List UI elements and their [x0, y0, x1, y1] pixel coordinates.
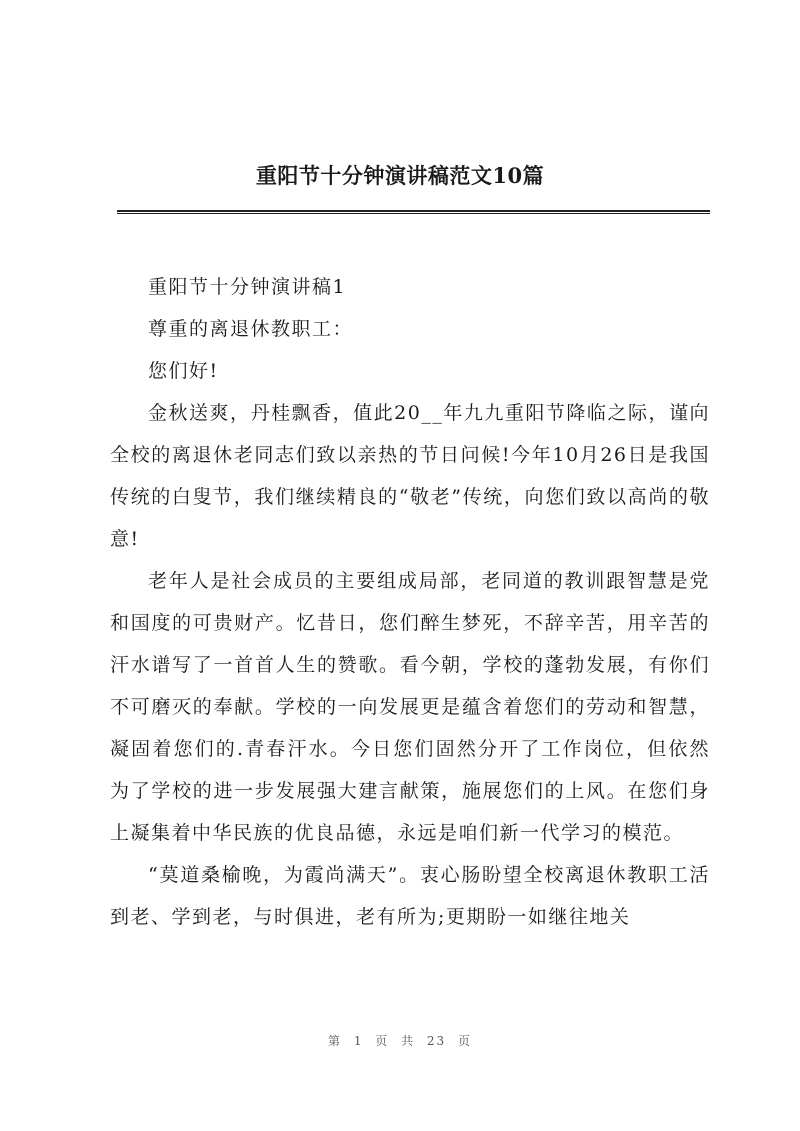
paragraph: 老年人是社会成员的主要组成局部，老同道的教训跟智慧是党和国度的可贵财产。忆昔日，您们醉生梦死，不辞辛苦，用辛苦的汗水谱写了一首首人生的赞歌。看今朝，学校的蓬勃发展，有你们不可磨灭的奉献。学校的一向发展更是蕴含着您们的劳动和智慧，凝固着您们的.青春汗水。今日您们固然分开了工作岗位，但依然为了学校的进一步发展强大建言献策，施展您们的上风。在您们身上凝集着中华民族的优良品德，永远是咱们新一代学习的模范。 [110, 570, 710, 844]
paragraph-salutation: 尊重的离退休教职工： [148, 318, 354, 340]
document-title: 重阳节十分钟演讲稿范文10篇 [255, 163, 545, 188]
paragraph-heading: 重阳节十分钟演讲稿1 [148, 276, 347, 298]
paragraph-greeting: 您们好! [148, 360, 219, 382]
title-divider [117, 210, 710, 214]
paragraph: 金秋送爽，丹桂飘香，值此20__年九九重阳节降临之际，谨向全校的离退休老同志们致以亲热的节日问候!今年10月26日是我国传统的白叟节，我们继续精良的“敬老”传统，向您们致以高尚的敬意! [110, 402, 710, 550]
paragraph: “莫道桑榆晚，为霞尚满天”。衷心肠盼望全校离退休教职工活到老、学到老，与时俱进，老有所为;更期盼一如继往地关 [110, 864, 710, 928]
page-footer: 第 1 页 共 23 页 [328, 1034, 472, 1048]
document-body [110, 266, 710, 938]
